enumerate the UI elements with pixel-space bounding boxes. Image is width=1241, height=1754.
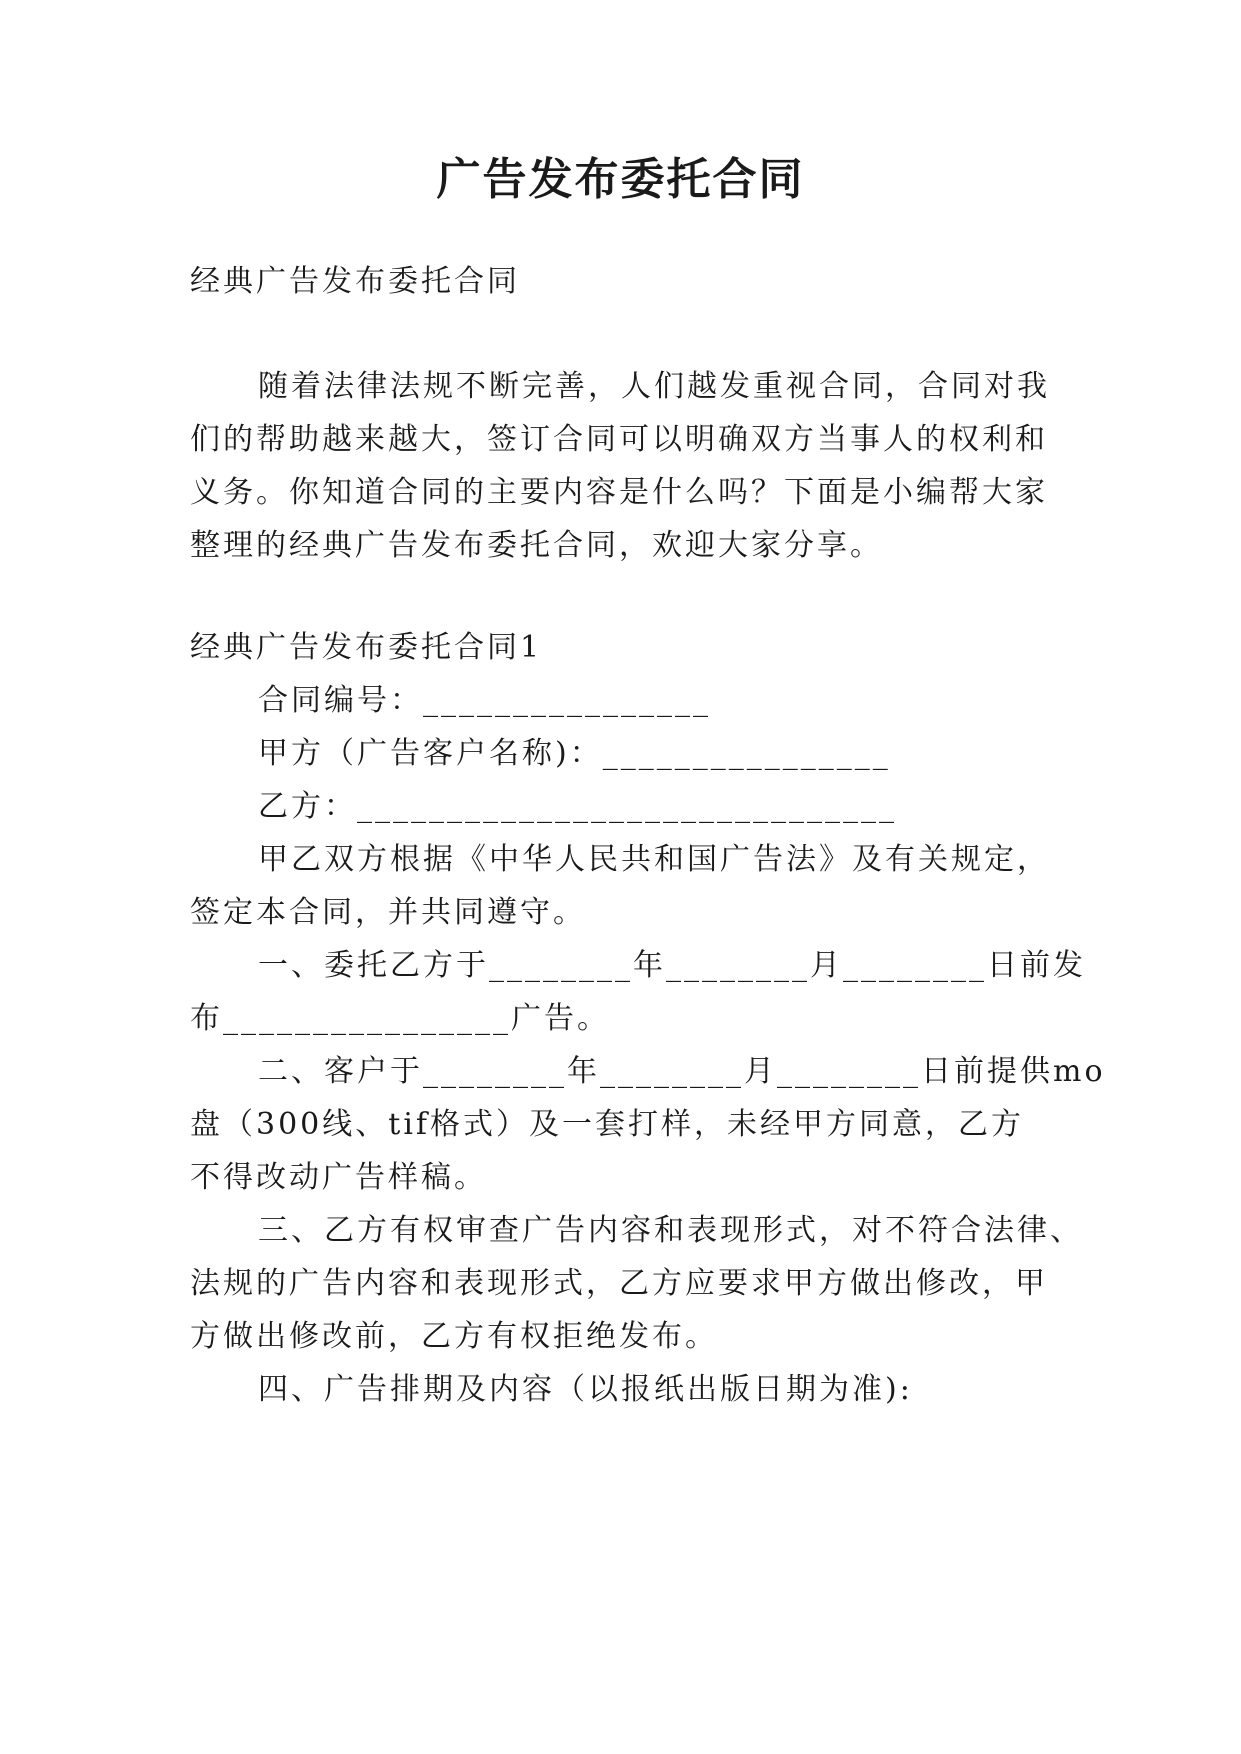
party-a-line: 甲方（广告客户名称)：________________: [258, 736, 891, 771]
party-b-line: 乙方：______________________________: [258, 789, 897, 824]
clause-2-line-3: 不得改动广告样稿。: [190, 1160, 487, 1195]
agreement-line-1: 甲乙双方根据《中华人民共和国广告法》及有关规定，: [258, 842, 1050, 877]
agreement-line-2: 签定本合同，并共同遵守。: [190, 895, 586, 930]
clause-4-line-1: 四、广告排期及内容（以报纸出版日期为准):: [258, 1372, 913, 1407]
document-subtitle: 经典广告发布委托合同: [190, 264, 520, 299]
clause-3-line-2: 法规的广告内容和表现形式，乙方应要求甲方做出修改，甲: [190, 1266, 1048, 1301]
clause-3-line-3: 方做出修改前，乙方有权拒绝发布。: [190, 1319, 718, 1354]
contract-number-line: 合同编号：________________: [258, 683, 711, 718]
clause-2-line-2: 盘（300线、tif格式）及一套打样，未经甲方同意，乙方: [190, 1107, 1025, 1142]
clause-3-line-1: 三、乙方有权审查广告内容和表现形式，对不符合法律、: [258, 1213, 1083, 1248]
intro-line-2: 们的帮助越来越大，签订合同可以明确双方当事人的权利和: [190, 422, 1048, 457]
clause-1-line-2: 布________________广告。: [190, 1001, 610, 1036]
clause-2-line-1: 二、客户于________年________月________日前提供mo: [258, 1054, 1106, 1089]
intro-line-4: 整理的经典广告发布委托合同，欢迎大家分享。: [190, 528, 883, 563]
intro-line-3: 义务。你知道合同的主要内容是什么吗？下面是小编帮大家: [190, 475, 1048, 510]
clause-1-line-1: 一、委托乙方于________年________月________日前发: [258, 948, 1086, 983]
intro-line-1: 随着法律法规不断完善，人们越发重视合同，合同对我: [258, 369, 1050, 404]
section-heading: 经典广告发布委托合同1: [190, 630, 543, 665]
document-title: 广告发布委托合同: [436, 154, 805, 205]
